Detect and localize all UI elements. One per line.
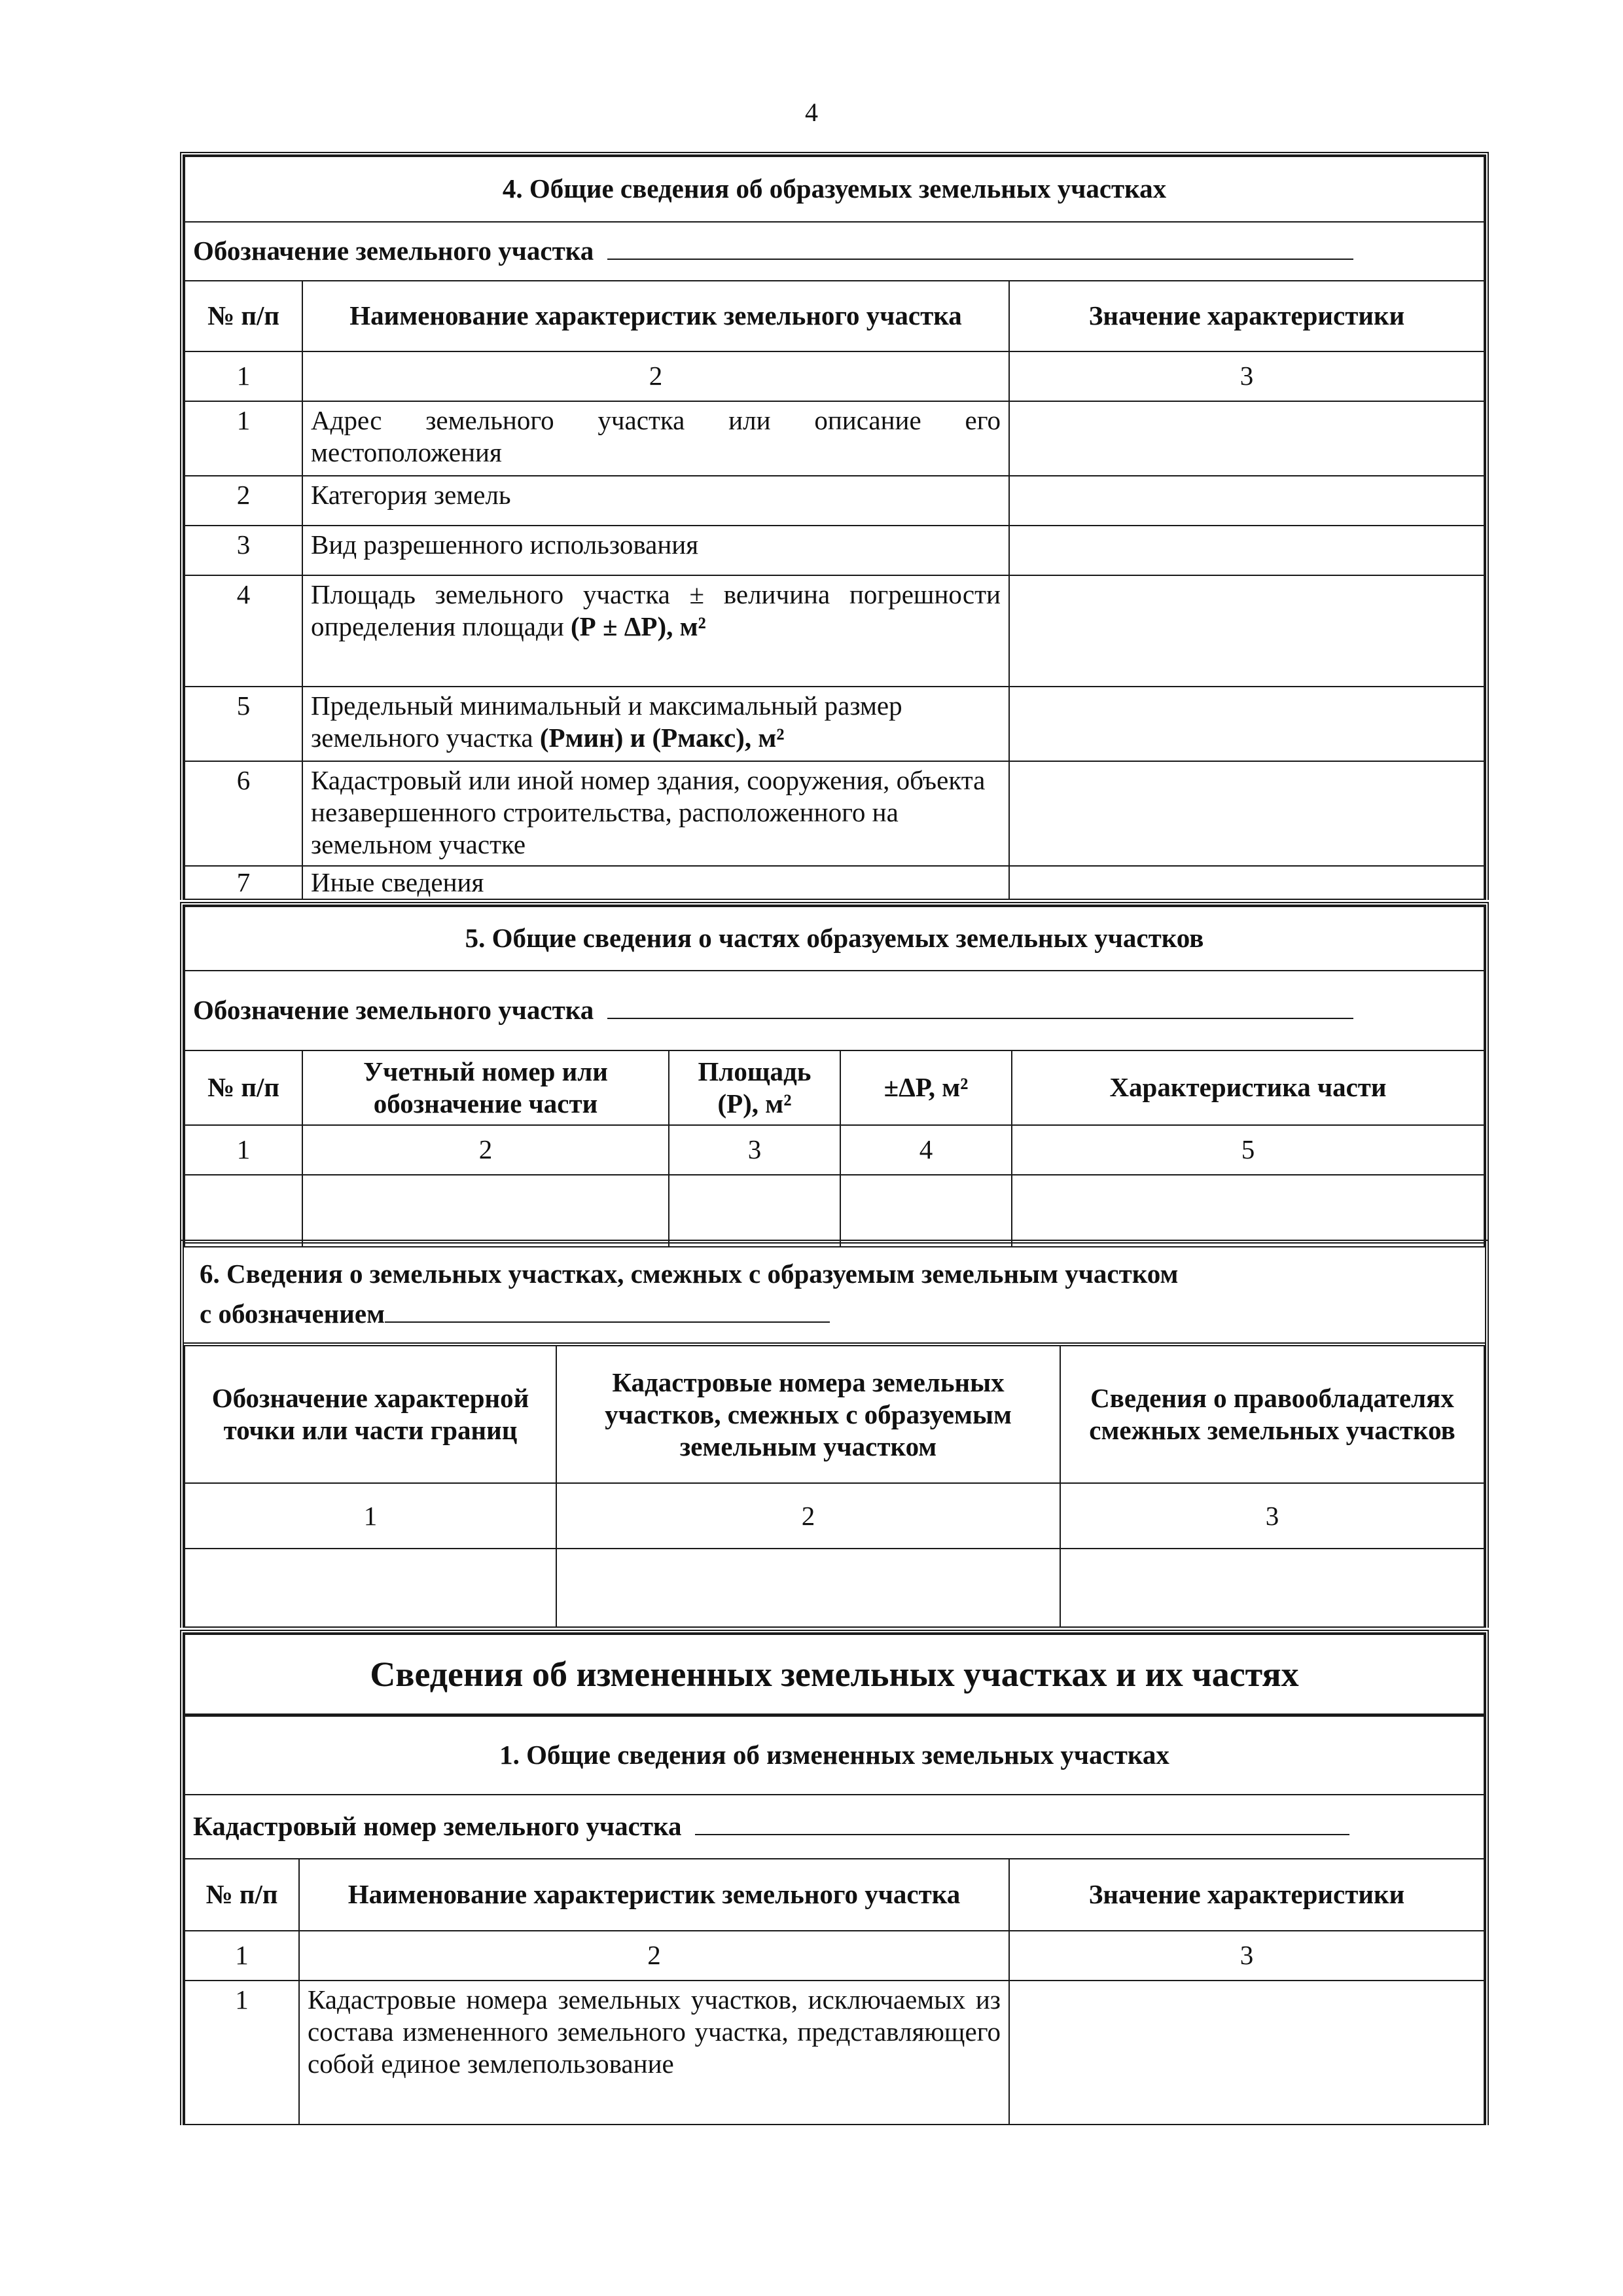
cadastral-number-row <box>185 1795 1484 1859</box>
column-header: Сведения о правообладателях смежных земельных участков <box>1060 1344 1484 1483</box>
characteristic-name: Кадастровый или иной номер здания, сооружения, объекта незавершенного строительства, расположенного на земельном участке <box>302 761 1009 866</box>
section-5-designation-row <box>185 971 1484 1050</box>
table-row <box>185 401 1484 476</box>
characteristic-text: Предельный минимальный и максимальный размер земельного участка <box>311 691 902 753</box>
table-cell[interactable] <box>185 1175 302 1247</box>
table-cell[interactable] <box>556 1549 1060 1627</box>
table-cell[interactable] <box>185 1549 556 1627</box>
column-index: 1 <box>185 1483 556 1549</box>
designation-blank[interactable] <box>385 1299 830 1323</box>
row-number: 6 <box>185 761 302 866</box>
characteristic-value[interactable] <box>1009 866 1484 899</box>
section-5-table <box>184 906 1485 1247</box>
characteristic-value[interactable] <box>1009 401 1484 476</box>
column-index: 2 <box>299 1931 1009 1981</box>
column-header: № п/п <box>185 281 302 351</box>
table-row <box>185 575 1484 687</box>
column-header: Обозначение характерной точки или части границ <box>185 1344 556 1483</box>
table-row <box>185 526 1484 575</box>
row-number: 5 <box>185 687 302 761</box>
section-4-designation-row <box>185 222 1484 281</box>
row-number: 3 <box>185 526 302 575</box>
characteristic-value[interactable] <box>1009 687 1484 761</box>
table-row <box>185 1549 1484 1627</box>
characteristic-value[interactable] <box>1009 1981 1484 2125</box>
section-6-title: 6. Сведения о земельных участках, смежных с образуемым земельным участком <box>200 1259 1179 1289</box>
column-header: Кадастровые номера земельных участков, смежных с образуемым земельным участком <box>556 1344 1060 1483</box>
characteristic-name: Кадастровые номера земельных участков, исключаемых из состава измененного земельного участка, представляющего собой единое землепользование <box>299 1981 1009 2125</box>
table-cell[interactable] <box>840 1175 1012 1247</box>
characteristic-name: Вид разрешенного использования <box>302 526 1009 575</box>
designation-label: Обозначение земельного участка <box>193 236 594 266</box>
characteristic-formula: (Р ± ΔР), м² <box>571 611 706 642</box>
column-index: 2 <box>302 1125 669 1175</box>
table-cell[interactable] <box>1012 1175 1484 1247</box>
section-4-title: 4. Общие сведения об образуемых земельных участках <box>185 156 1484 222</box>
column-header: Характеристика части <box>1012 1050 1484 1125</box>
column-index: 1 <box>185 1931 299 1981</box>
characteristic-name: Адрес земельного участка или описание его местоположения <box>302 401 1009 476</box>
characteristic-name: Иные сведения <box>302 866 1009 899</box>
changed-plots-heading: Сведения об измененных земельных участках и их частях <box>185 1634 1484 1715</box>
row-number: 7 <box>185 866 302 899</box>
characteristic-name <box>302 575 1009 687</box>
table-row <box>185 476 1484 526</box>
column-header: № п/п <box>185 1859 299 1931</box>
designation-blank[interactable] <box>607 236 1353 260</box>
table-cell[interactable] <box>302 1175 669 1247</box>
column-index: 4 <box>840 1125 1012 1175</box>
column-header: № п/п <box>185 1050 302 1125</box>
section-4-table <box>184 156 1485 900</box>
table-row <box>185 866 1484 899</box>
section-5-title: 5. Общие сведения о частях образуемых земельных участков <box>185 906 1484 971</box>
section-6-adjacent <box>180 1240 1489 1628</box>
changed-plots-table <box>184 1634 1485 2125</box>
cadastral-number-blank[interactable] <box>695 1812 1349 1835</box>
cadastral-number-label: Кадастровый номер земельного участка <box>193 1811 682 1842</box>
table-row <box>185 761 1484 866</box>
characteristic-value[interactable] <box>1009 476 1484 526</box>
row-number: 2 <box>185 476 302 526</box>
column-header: Наименование характеристик земельного участка <box>302 281 1009 351</box>
characteristic-name: Категория земель <box>302 476 1009 526</box>
designation-label: с обозначением <box>200 1299 385 1329</box>
characteristic-formula: (Рмин) и (Рмакс), м² <box>539 723 785 753</box>
changed-plots-section <box>180 1630 1489 2125</box>
column-index: 3 <box>669 1125 840 1175</box>
column-header: Наименование характеристик земельного участка <box>299 1859 1009 1931</box>
table-row <box>185 687 1484 761</box>
row-number: 4 <box>185 575 302 687</box>
column-index: 5 <box>1012 1125 1484 1175</box>
table-cell[interactable] <box>669 1175 840 1247</box>
changed-plots-title: 1. Общие сведения об измененных земельных участках <box>185 1715 1484 1795</box>
column-header: Значение характеристики <box>1009 281 1484 351</box>
section-5-parts <box>180 902 1489 1247</box>
section-6-designation-row <box>184 1291 1485 1342</box>
column-header: Учетный номер или обозначение части <box>302 1050 669 1125</box>
table-row <box>185 1981 1484 2125</box>
page-number: 4 <box>805 98 818 127</box>
column-index: 2 <box>556 1483 1060 1549</box>
row-number: 1 <box>185 401 302 476</box>
table-cell[interactable] <box>1060 1549 1484 1627</box>
section-6-table <box>184 1342 1485 1628</box>
column-index: 3 <box>1060 1483 1484 1549</box>
column-index: 1 <box>185 1125 302 1175</box>
characteristic-text: Площадь земельного участка ± величина погрешности определения площади <box>311 579 1001 642</box>
column-index: 1 <box>185 351 302 401</box>
characteristic-value[interactable] <box>1009 761 1484 866</box>
designation-blank[interactable] <box>607 996 1353 1019</box>
column-index: 3 <box>1009 351 1484 401</box>
characteristic-value[interactable] <box>1009 575 1484 687</box>
column-header: Значение характеристики <box>1009 1859 1484 1931</box>
column-header: Площадь (Р), м² <box>669 1050 840 1125</box>
row-number: 1 <box>185 1981 299 2125</box>
designation-label: Обозначение земельного участка <box>193 995 594 1026</box>
table-row <box>185 1175 1484 1247</box>
section-4-formed-plots <box>180 152 1489 900</box>
column-index: 3 <box>1009 1931 1484 1981</box>
characteristic-name <box>302 687 1009 761</box>
column-index: 2 <box>302 351 1009 401</box>
column-header: ±ΔР, м² <box>840 1050 1012 1125</box>
characteristic-value[interactable] <box>1009 526 1484 575</box>
